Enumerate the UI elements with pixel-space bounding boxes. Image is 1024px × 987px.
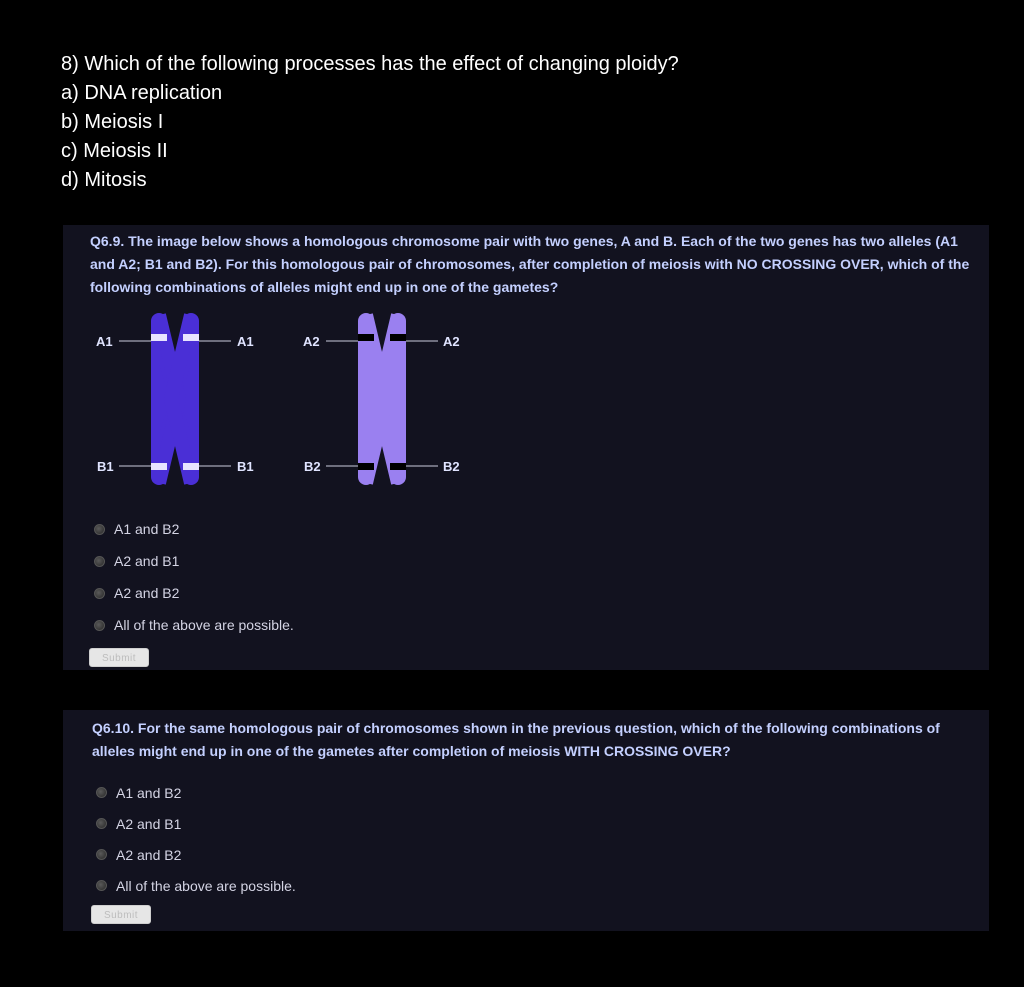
label-a1-right: A1 (237, 334, 254, 349)
radio-button[interactable] (94, 620, 105, 631)
left-chromosome-band-b (183, 463, 199, 470)
question-6-9-options (94, 513, 294, 641)
option-a1-b2[interactable] (96, 777, 296, 808)
label-a2-left: A2 (303, 334, 320, 349)
left-chromosome (151, 313, 199, 485)
label-b2-left: B2 (304, 459, 321, 474)
submit-button[interactable]: Submit (91, 905, 151, 924)
question-8-option-a: a) DNA replication (61, 82, 223, 104)
right-chromosome-band-b (358, 463, 374, 470)
option-label: A1 and B2 (116, 784, 182, 801)
question-6-10-panel (63, 710, 989, 931)
question-8-prompt: 8) Which of the following processes has the effect of changing ploidy? (61, 53, 679, 75)
chromosome-diagram (63, 225, 989, 505)
radio-button[interactable] (96, 787, 107, 798)
left-chromosome-band-b (151, 463, 167, 470)
option-label: A2 and B2 (114, 585, 180, 601)
question-6-9-panel (63, 225, 989, 670)
option-a2-b1[interactable] (96, 808, 296, 839)
radio-button[interactable] (96, 818, 107, 829)
radio-button[interactable] (94, 556, 105, 567)
option-a2-b1[interactable] (94, 545, 294, 577)
question-8-option-d: d) Mitosis (61, 169, 147, 191)
question-8-option-b: b) Meiosis I (61, 111, 164, 133)
label-b2-right: B2 (443, 459, 460, 474)
option-a2-b2[interactable] (94, 577, 294, 609)
option-a2-b2[interactable] (96, 839, 296, 870)
option-label: All of the above are possible. (114, 617, 294, 633)
radio-button[interactable] (94, 588, 105, 599)
option-label: A2 and B2 (116, 846, 182, 863)
option-label: All of the above are possible. (116, 877, 296, 894)
question-8 (61, 50, 679, 195)
left-chromosome-band-a (151, 334, 167, 341)
radio-button[interactable] (94, 524, 105, 535)
radio-button[interactable] (96, 849, 107, 860)
question-6-10-options (96, 777, 296, 901)
question-6-9-text: Q6.9. The image below shows a homologous chromosome pair with two genes, A and B. Each of the two genes has two alleles (A1 and A2; B1 and B2). For this homologous pair of chromosomes, after completion of meiosis with NO CROSSING OVER, which of the following combinations of alleles might end up in one of the gametes? (90, 233, 970, 295)
option-a1-b2[interactable] (94, 513, 294, 545)
question-6-10-text: Q6.10. For the same homologous pair of chromosomes shown in the previous question, which of the following combinations of alleles might end up in one of the gametes after completion of meiosis WITH CROSSING OVER? (92, 720, 940, 759)
label-a1-left: A1 (96, 334, 113, 349)
option-label: A1 and B2 (114, 521, 180, 537)
label-b1-right: B1 (237, 459, 254, 474)
right-chromosome-band-a (390, 334, 406, 341)
label-a2-right: A2 (443, 334, 460, 349)
option-all-possible[interactable] (94, 609, 294, 641)
option-label: A2 and B1 (116, 815, 182, 832)
option-all-possible[interactable] (96, 870, 296, 901)
label-b1-left: B1 (97, 459, 114, 474)
left-chromosome-band-a (183, 334, 199, 341)
option-label: A2 and B1 (114, 553, 180, 569)
right-chromosome-band-a (358, 334, 374, 341)
radio-button[interactable] (96, 880, 107, 891)
right-chromosome (358, 313, 406, 485)
question-8-option-c: c) Meiosis II (61, 140, 168, 162)
submit-button[interactable]: Submit (89, 648, 149, 667)
right-chromosome-band-b (390, 463, 406, 470)
